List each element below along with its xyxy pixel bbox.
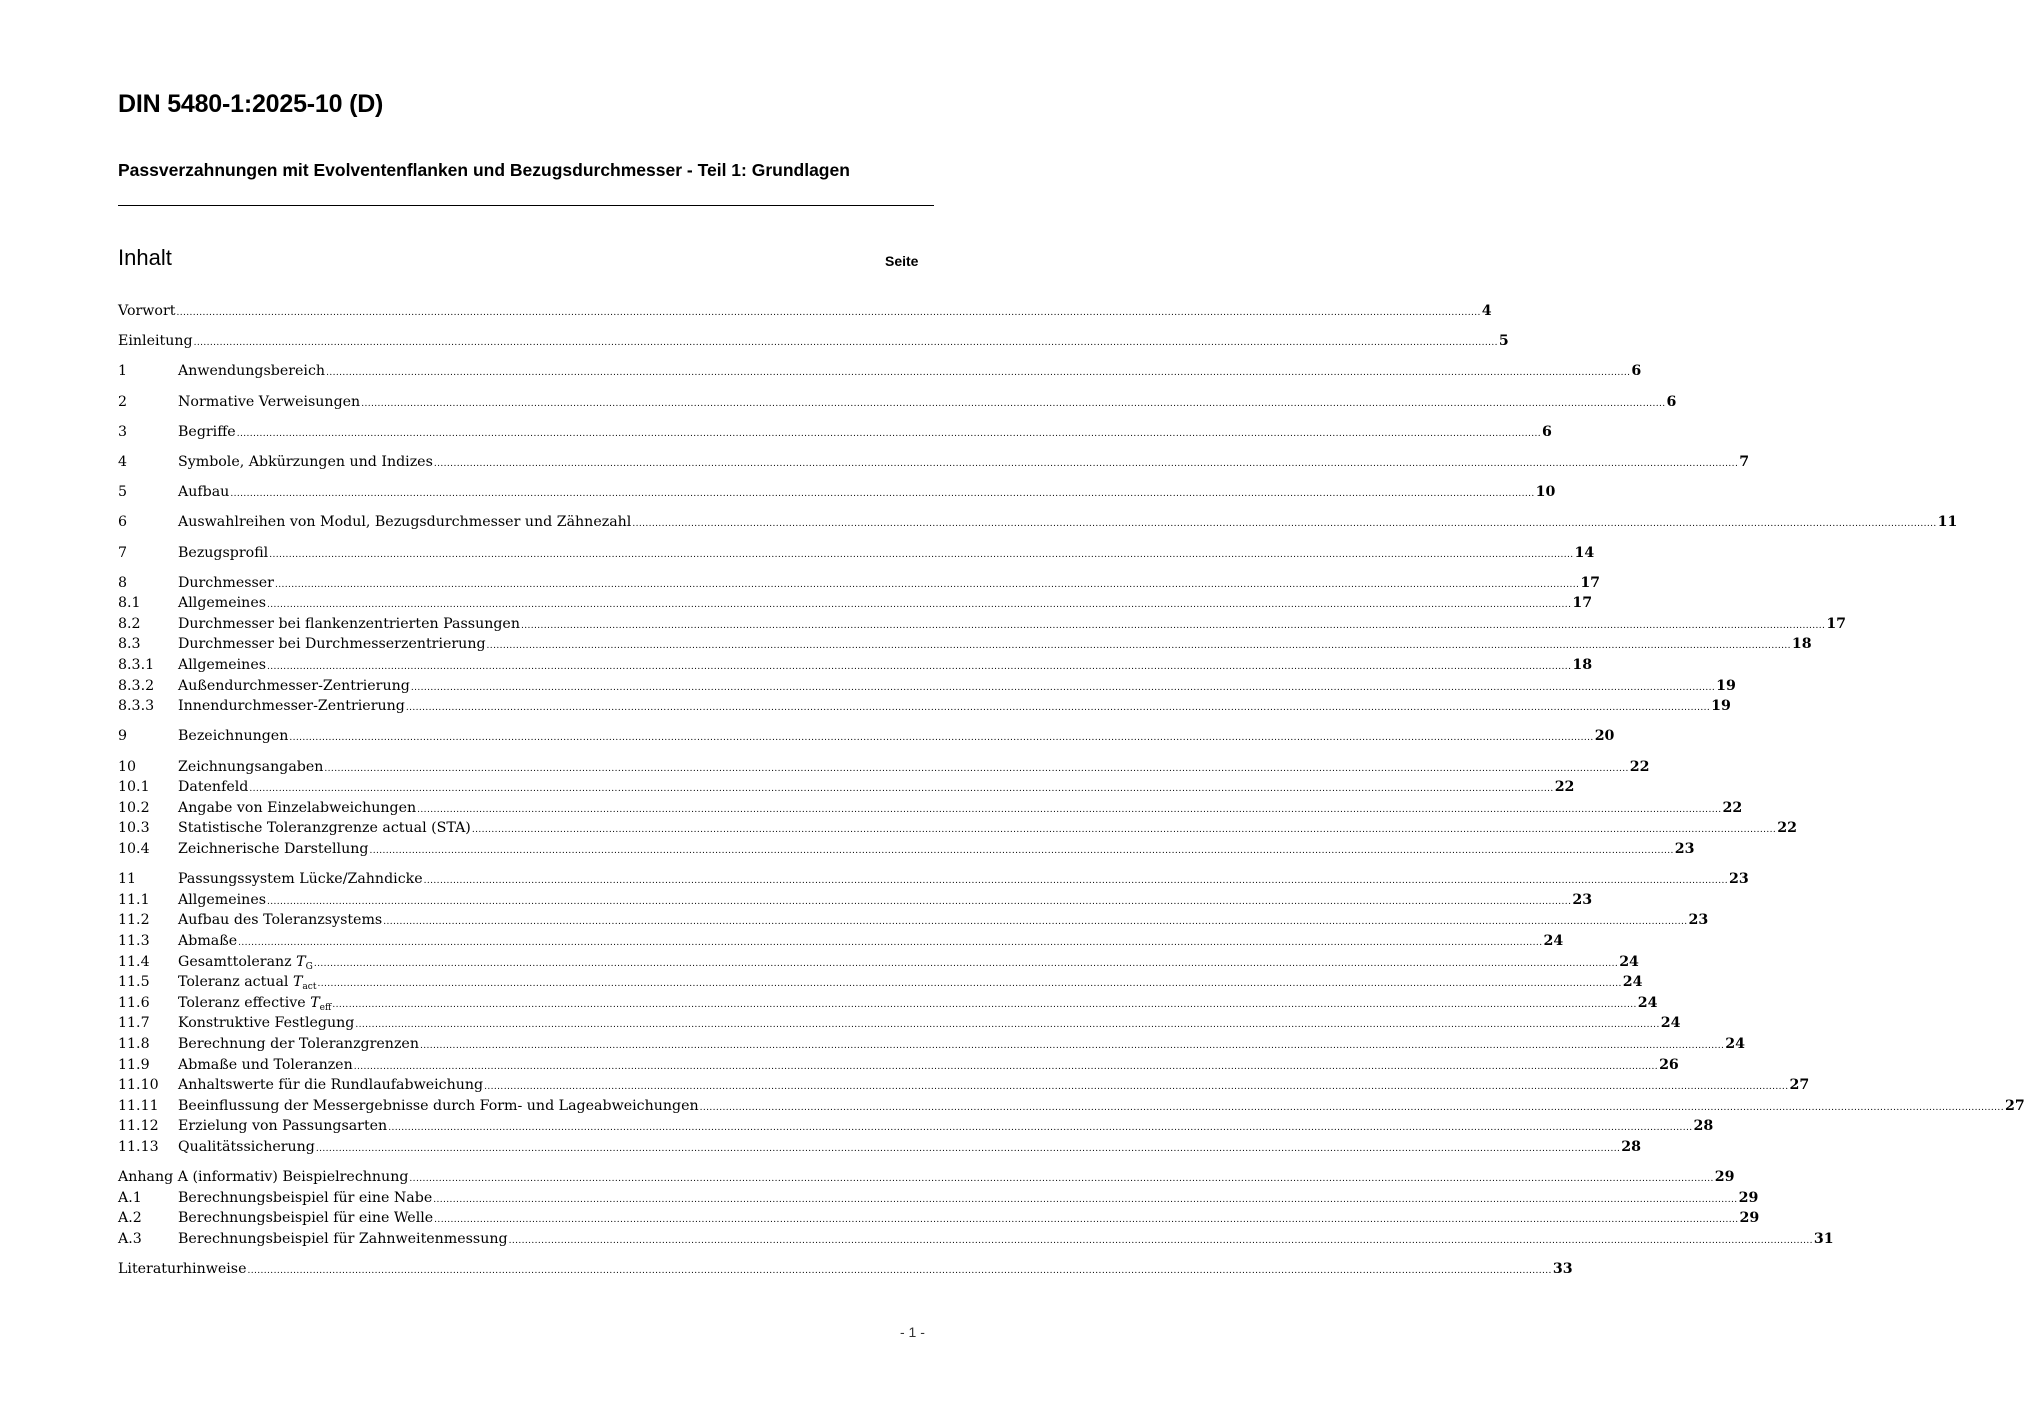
toc-entry[interactable] (118, 452, 1750, 473)
toc-dot-leader: ................................................................................................................................................................................................................................................................................................................................................................................................................ (419, 1040, 1725, 1051)
toc-entry-number: 8.3.3 (118, 698, 155, 715)
toc-entry-number: 11.5 (118, 974, 150, 991)
toc-entry-number: 1 (118, 363, 128, 380)
table-of-contents (118, 301, 2025, 1280)
toc-entry-title-text: Begriffe (178, 423, 236, 440)
toc-entry-page: 22 (1777, 820, 1797, 837)
toc-entry-title-text: Abmaße (178, 932, 238, 949)
toc-entry-title (178, 614, 520, 635)
toc-entry-title (118, 1259, 246, 1280)
toc-entry-number: 11.3 (118, 932, 150, 949)
toc-entry-number: 8.3.1 (118, 657, 155, 674)
toc-entry[interactable] (118, 757, 1650, 778)
toc-entry[interactable] (118, 1075, 1810, 1096)
toc-entry-title-text: Qualitätssicherung (178, 1138, 315, 1155)
toc-entry-title-text: Aufbau (178, 484, 230, 501)
toc-dot-leader: ................................................................................................................................................................................................................................................................................................................................................................................................................ (369, 846, 1674, 856)
toc-entry-title (178, 482, 229, 503)
toc-dot-leader: ................................................................................................................................................................................................................................................................................................................................................................................................................ (267, 896, 1572, 907)
toc-entry[interactable] (118, 1013, 1681, 1034)
toc-entry-title-text: Datenfeld (178, 779, 249, 796)
toc-entry-title (178, 798, 416, 819)
toc-entry-number: 11.4 (118, 953, 150, 970)
toc-entry-page: 6 (1542, 423, 1552, 440)
toc-entry-title-text: Zeichnerische Darstellung (178, 841, 369, 857)
toc-entry-title (178, 512, 631, 533)
toc-entry-title-text: Berechnungsbeispiel für eine Welle (178, 1210, 434, 1227)
toc-entry-title (118, 1167, 408, 1188)
toc-entry-symbol: T (310, 994, 320, 1011)
toc-entry-title-text: Vorwort (118, 303, 176, 319)
toc-dot-leader: ................................................................................................................................................................................................................................................................................................................................................................................................................ (332, 999, 1637, 1010)
toc-entry-page: 17 (1580, 574, 1601, 591)
toc-entry[interactable] (118, 655, 1593, 676)
toc-entry[interactable] (118, 1116, 1714, 1137)
toc-dot-leader: ................................................................................................................................................................................................................................................................................................................................................................................................................ (324, 763, 1629, 774)
toc-dot-leader: ................................................................................................................................................................................................................................................................................................................................................................................................................ (238, 937, 1543, 948)
toc-entry-number: A.3 (118, 1230, 142, 1247)
toc-entry-number: A.1 (118, 1189, 142, 1206)
toc-entry-title-text: Allgemeines (178, 891, 266, 908)
toc-entry-title-text: Toleranz effective (178, 994, 311, 1011)
toc-entry-page: 29 (1738, 1189, 1759, 1206)
toc-entry-page: 24 (1725, 1035, 1746, 1052)
toc-entry[interactable] (118, 593, 1593, 614)
toc-entry-title-text: Konstruktive Festlegung (178, 1015, 355, 1032)
toc-entry-number: 11.2 (118, 912, 150, 929)
toc-entry-page: 17 (1826, 615, 1847, 632)
toc-entry-title (178, 452, 433, 473)
toc-entry-number: 8.2 (118, 615, 141, 632)
toc-entry-number: 11.6 (118, 994, 150, 1011)
toc-entry-title (178, 726, 288, 747)
toc-entry-title-text: Beeinflussung der Messergebnisse durch Form- und Lageabweichungen (178, 1097, 699, 1114)
toc-entry-title (178, 1229, 508, 1250)
toc-entry-number: 11 (118, 871, 137, 888)
toc-dot-leader: ................................................................................................................................................................................................................................................................................................................................................................................................................ (176, 308, 1481, 318)
toc-dot-leader: ................................................................................................................................................................................................................................................................................................................................................................................................................ (508, 1235, 1813, 1246)
toc-entry-title-text: Zeichnungsangaben (178, 758, 324, 775)
toc-entry-page: 27 (2004, 1097, 2025, 1114)
toc-entry-number: 10.3 (118, 820, 150, 837)
toc-entry-page: 18 (1791, 636, 1812, 653)
toc-entry-number: 2 (118, 393, 128, 410)
toc-entry[interactable] (118, 972, 1643, 993)
toc-entry-title (178, 931, 237, 952)
toc-entry-number: 4 (118, 453, 128, 470)
toc-entry-symbol: T (292, 974, 303, 991)
toc-dot-leader: ................................................................................................................................................................................................................................................................................................................................................................................................................ (699, 1102, 2004, 1113)
toc-dot-leader: ................................................................................................................................................................................................................................................................................................................................................................................................................ (484, 1082, 1789, 1093)
toc-dot-leader: ................................................................................................................................................................................................................................................................................................................................................................................................................ (326, 368, 1631, 379)
toc-entry-title (178, 1055, 353, 1076)
toc-entry-page: 6 (1666, 393, 1677, 410)
toc-entry-title (178, 422, 236, 443)
toc-dot-leader: ................................................................................................................................................................................................................................................................................................................................................................................................................ (383, 917, 1688, 928)
toc-entry-page: 22 (1554, 779, 1575, 796)
toc-entry[interactable] (118, 869, 1749, 890)
toc-entry-page: 24 (1637, 994, 1658, 1011)
toc-dot-leader: ................................................................................................................................................................................................................................................................................................................................................................................................................ (267, 662, 1572, 673)
toc-entry-symbol-subscript: eff (319, 1002, 332, 1013)
toc-entry-title (178, 392, 360, 413)
toc-entry-number: 10.1 (118, 779, 150, 796)
toc-entry-number: 11.11 (118, 1097, 159, 1114)
toc-entry-title-text: Gesamttoleranz (178, 953, 297, 970)
toc-dot-leader: ................................................................................................................................................................................................................................................................................................................................................................................................................ (433, 458, 1739, 469)
toc-entry[interactable] (118, 1137, 1641, 1158)
toc-entry-title (178, 634, 486, 655)
toc-entry-page: 28 (1693, 1118, 1714, 1135)
toc-entry-title-text: Anhaltswerte für die Rundlaufabweichung (178, 1077, 484, 1094)
toc-entry-page: 29 (1714, 1169, 1735, 1186)
toc-entry-page: 28 (1621, 1138, 1641, 1155)
toc-entry-title (118, 301, 175, 322)
toc-entry-title (178, 1116, 387, 1137)
toc-entry-page: 5 (1498, 333, 1509, 350)
toc-entry[interactable] (118, 777, 1575, 798)
toc-entry-page: 31 (1813, 1230, 1834, 1247)
toc-entry-number: 11.12 (118, 1118, 159, 1135)
document-title: Passverzahnungen mit Evolventenflanken und Bezugsdurchmesser - Teil 1: Grundlagen (118, 160, 850, 180)
toc-entry-title (178, 1034, 419, 1055)
toc-entry-number: 9 (118, 728, 128, 745)
toc-entry-number: 11.8 (118, 1035, 150, 1052)
toc-entry-title (178, 869, 423, 890)
toc-entry-page: 26 (1659, 1056, 1679, 1073)
toc-entry-number: 11.10 (118, 1077, 159, 1094)
toc-dot-leader: ................................................................................................................................................................................................................................................................................................................................................................................................................ (471, 825, 1777, 836)
toc-dot-leader: ................................................................................................................................................................................................................................................................................................................................................................................................................ (353, 1061, 1659, 1072)
toc-entry[interactable] (118, 931, 1564, 952)
toc-entry-page: 22 (1722, 799, 1743, 816)
page-column-label: Seite (885, 253, 919, 269)
toc-entry-title-text: Symbole, Abkürzungen und Indizes (178, 453, 433, 470)
toc-entry-page: 23 (1688, 912, 1709, 929)
toc-dot-leader: ................................................................................................................................................................................................................................................................................................................................................................................................................ (236, 428, 1542, 439)
toc-dot-leader: ................................................................................................................................................................................................................................................................................................................................................................................................................ (409, 1174, 1714, 1185)
toc-entry-page: 11 (1937, 514, 1958, 531)
toc-entry[interactable] (118, 422, 1552, 443)
toc-dot-leader: ................................................................................................................................................................................................................................................................................................................................................................................................................ (274, 579, 1580, 590)
toc-entry-page: 10 (1535, 484, 1556, 501)
toc-entry-page: 7 (1739, 453, 1750, 470)
toc-entry[interactable] (118, 1167, 1735, 1188)
toc-entry-title (178, 1137, 315, 1158)
toc-entry-title-text: Anhang A (informativ) Beispielrechnung (118, 1169, 409, 1186)
toc-entry-title-text: Einleitung (118, 333, 193, 350)
toc-entry-title (178, 839, 368, 860)
toc-entry-symbol-subscript: G (305, 961, 313, 972)
toc-entry-symbol: T (296, 953, 306, 970)
toc-entry[interactable] (118, 952, 1639, 973)
toc-dot-leader: ................................................................................................................................................................................................................................................................................................................................................................................................................ (249, 784, 1554, 795)
toc-entry-title (178, 818, 471, 839)
toc-entry[interactable] (118, 726, 1615, 747)
toc-entry-title (178, 1188, 432, 1209)
toc-entry[interactable] (118, 1055, 1679, 1076)
toc-dot-leader: ................................................................................................................................................................................................................................................................................................................................................................................................................ (388, 1123, 1693, 1134)
toc-entry-title-text: Berechnungsbeispiel für Zahnweitenmessung (178, 1230, 508, 1247)
toc-entry-number: 5 (118, 484, 128, 501)
toc-entry[interactable] (118, 301, 1492, 322)
toc-entry-title-text: Bezeichnungen (178, 728, 289, 745)
toc-entry[interactable] (118, 512, 1958, 533)
toc-entry-title (178, 1096, 699, 1117)
toc-dot-leader: ................................................................................................................................................................................................................................................................................................................................................................................................................ (267, 600, 1572, 611)
toc-entry-number: 11.9 (118, 1056, 150, 1073)
toc-entry-page: 19 (1716, 677, 1736, 694)
toc-entry[interactable] (118, 331, 1509, 352)
toc-entry[interactable] (118, 1259, 1573, 1280)
toc-dot-leader: ................................................................................................................................................................................................................................................................................................................................................................................................................ (417, 804, 1722, 815)
toc-dot-leader: ................................................................................................................................................................................................................................................................................................................................................................................................................ (486, 641, 1791, 652)
toc-entry-number: 10.4 (118, 841, 150, 857)
toc-entry-page: 14 (1574, 544, 1595, 561)
toc-entry[interactable] (118, 361, 1642, 382)
toc-entry-title-text: Statistische Toleranzgrenze actual (STA) (178, 820, 471, 837)
toc-entry-title-text: Anwendungsbereich (178, 363, 326, 380)
toc-dot-leader: ................................................................................................................................................................................................................................................................................................................................................................................................................ (405, 703, 1711, 714)
toc-entry[interactable] (118, 1229, 1834, 1250)
toc-entry-number: 8.1 (118, 595, 141, 612)
toc-entry-page: 19 (1711, 698, 1731, 715)
toc-entry-title-text: Allgemeines (178, 657, 266, 674)
toc-entry-page: 29 (1739, 1210, 1760, 1227)
toc-entry-title (178, 910, 382, 931)
toc-dot-leader: ................................................................................................................................................................................................................................................................................................................................................................................................................ (434, 1215, 1739, 1226)
toc-entry-title-text: Berechnungsbeispiel für eine Nabe (178, 1189, 433, 1206)
toc-entry-number: 10 (118, 758, 137, 775)
toc-entry-title-text: Aufbau des Toleranzsystems (178, 912, 383, 929)
toc-entry[interactable] (118, 676, 1736, 697)
toc-entry-title-text: Berechnung der Toleranzgrenzen (178, 1035, 419, 1052)
toc-entry-title-text: Toleranz actual (178, 974, 293, 991)
toc-entry-page: 22 (1629, 758, 1650, 775)
toc-entry-number: 11.13 (118, 1138, 159, 1155)
toc-entry[interactable] (118, 890, 1593, 911)
toc-entry-title (178, 361, 325, 382)
toc-entry-title (178, 890, 266, 911)
toc-entry-number: 8 (118, 574, 128, 591)
toc-entry-title (178, 757, 323, 778)
toc-entry-number: 8.3 (118, 636, 141, 653)
toc-entry-title-text: Passungssystem Lücke/Zahndicke (178, 871, 423, 888)
toc-entry[interactable] (118, 634, 1812, 655)
toc-entry-title-text: Bezugsprofil (178, 544, 269, 561)
toc-entry-page: 23 (1728, 871, 1749, 888)
toc-entry-title (178, 593, 266, 614)
toc-dot-leader: ................................................................................................................................................................................................................................................................................................................................................................................................................ (423, 876, 1728, 887)
toc-entry-title-text: Durchmesser bei Durchmesserzentrierung (178, 636, 486, 653)
toc-entry-title-text: Durchmesser bei flankenzentrierten Passungen (178, 615, 520, 632)
toc-dot-leader: ................................................................................................................................................................................................................................................................................................................................................................................................................ (410, 682, 1716, 693)
toc-entry-title (178, 696, 405, 717)
toc-dot-leader: ................................................................................................................................................................................................................................................................................................................................................................................................................ (289, 733, 1594, 744)
toc-entry-title (178, 1208, 433, 1229)
toc-entry[interactable] (118, 614, 1847, 635)
toc-dot-leader: ................................................................................................................................................................................................................................................................................................................................................................................................................ (247, 1266, 1552, 1277)
toc-entry[interactable] (118, 818, 1797, 839)
toc-entry-title-text: Durchmesser (178, 574, 274, 591)
toc-entry-title-text: Erzielung von Passungsarten (178, 1118, 388, 1135)
toc-entry-number: 3 (118, 423, 128, 440)
toc-entry-title-text: Innendurchmesser-Zentrierung (178, 698, 405, 715)
toc-heading: Inhalt (118, 245, 172, 270)
toc-entry-title-text: Außendurchmesser-Zentrierung (178, 677, 410, 694)
toc-entry[interactable] (118, 993, 1658, 1014)
toc-dot-leader: ................................................................................................................................................................................................................................................................................................................................................................................................................ (313, 958, 1619, 969)
toc-entry-page: 24 (1619, 953, 1639, 970)
toc-entry[interactable] (118, 392, 1677, 413)
toc-entry[interactable] (118, 1208, 1760, 1229)
toc-entry-page: 18 (1572, 657, 1593, 674)
toc-dot-leader: ................................................................................................................................................................................................................................................................................................................................................................................................................ (520, 620, 1826, 631)
toc-entry[interactable] (118, 910, 1709, 931)
toc-dot-leader: ................................................................................................................................................................................................................................................................................................................................................................................................................ (355, 1020, 1660, 1031)
toc-entry-title (178, 777, 248, 798)
toc-entry[interactable] (118, 543, 1595, 564)
toc-entry[interactable] (118, 696, 1731, 717)
toc-dot-leader: ................................................................................................................................................................................................................................................................................................................................................................................................................ (193, 338, 1498, 349)
toc-entry-title-text: Abmaße und Toleranzen (178, 1056, 353, 1073)
toc-entry[interactable] (118, 573, 1601, 594)
toc-entry-title-text: Auswahlreihen von Modul, Bezugsdurchmesser und Zähnezahl (178, 514, 632, 531)
toc-entry-title-text: Allgemeines (178, 595, 266, 612)
toc-entry-number: 11.7 (118, 1015, 150, 1032)
toc-entry-page: 27 (1789, 1077, 1810, 1094)
toc-entry[interactable] (118, 1034, 1746, 1055)
toc-entry[interactable] (118, 1188, 1759, 1209)
toc-entry[interactable] (118, 798, 1743, 819)
toc-entry-page: 6 (1631, 363, 1642, 380)
toc-entry-page: 23 (1572, 891, 1593, 908)
toc-dot-leader: ................................................................................................................................................................................................................................................................................................................................................................................................................ (269, 549, 1574, 560)
toc-entry-number: 7 (118, 544, 128, 561)
toc-entry-page: 4 (1481, 303, 1492, 319)
toc-entry-page: 33 (1552, 1261, 1573, 1278)
toc-entry-title (178, 655, 266, 676)
toc-entry-title (178, 676, 410, 697)
toc-entry[interactable] (118, 1096, 2025, 1117)
toc-entry-title (118, 331, 193, 352)
toc-entry-number: 6 (118, 514, 128, 531)
toc-dot-leader: ................................................................................................................................................................................................................................................................................................................................................................................................................ (317, 979, 1622, 990)
toc-entry-page: 17 (1572, 595, 1593, 612)
toc-dot-leader: ................................................................................................................................................................................................................................................................................................................................................................................................................ (361, 398, 1666, 409)
toc-entry-number: 10.2 (118, 799, 150, 816)
title-rule (118, 205, 934, 206)
toc-entry-page: 24 (1543, 932, 1564, 949)
toc-entry-number: 8.3.2 (118, 677, 155, 694)
toc-entry-title (178, 1075, 483, 1096)
toc-entry-page: 24 (1622, 974, 1643, 991)
toc-entry-page: 20 (1594, 728, 1615, 745)
document-id: DIN 5480-1:2025-10 (D) (118, 90, 384, 118)
toc-entry[interactable] (118, 839, 1695, 860)
toc-dot-leader: ................................................................................................................................................................................................................................................................................................................................................................................................................ (433, 1194, 1738, 1205)
toc-entry-page: 24 (1660, 1015, 1681, 1032)
page-number: - 1 - (900, 1324, 925, 1340)
toc-entry-title (178, 573, 274, 594)
toc-entry-symbol-subscript: act (302, 982, 317, 993)
toc-dot-leader: ................................................................................................................................................................................................................................................................................................................................................................................................................ (315, 1143, 1621, 1154)
toc-entry[interactable] (118, 482, 1556, 503)
toc-dot-leader: ................................................................................................................................................................................................................................................................................................................................................................................................................ (632, 519, 1937, 530)
toc-entry-title-text: Literaturhinweise (118, 1261, 247, 1278)
toc-entry-title (178, 543, 268, 564)
toc-entry-title (178, 1013, 354, 1034)
toc-dot-leader: ................................................................................................................................................................................................................................................................................................................................................................................................................ (230, 489, 1535, 500)
toc-entry-page: 23 (1674, 841, 1695, 857)
toc-entry-title-text: Normative Verweisungen (178, 393, 361, 410)
toc-entry-number: A.2 (118, 1210, 142, 1227)
toc-entry-title-text: Angabe von Einzelabweichungen (178, 799, 417, 816)
toc-entry-number: 11.1 (118, 891, 150, 908)
